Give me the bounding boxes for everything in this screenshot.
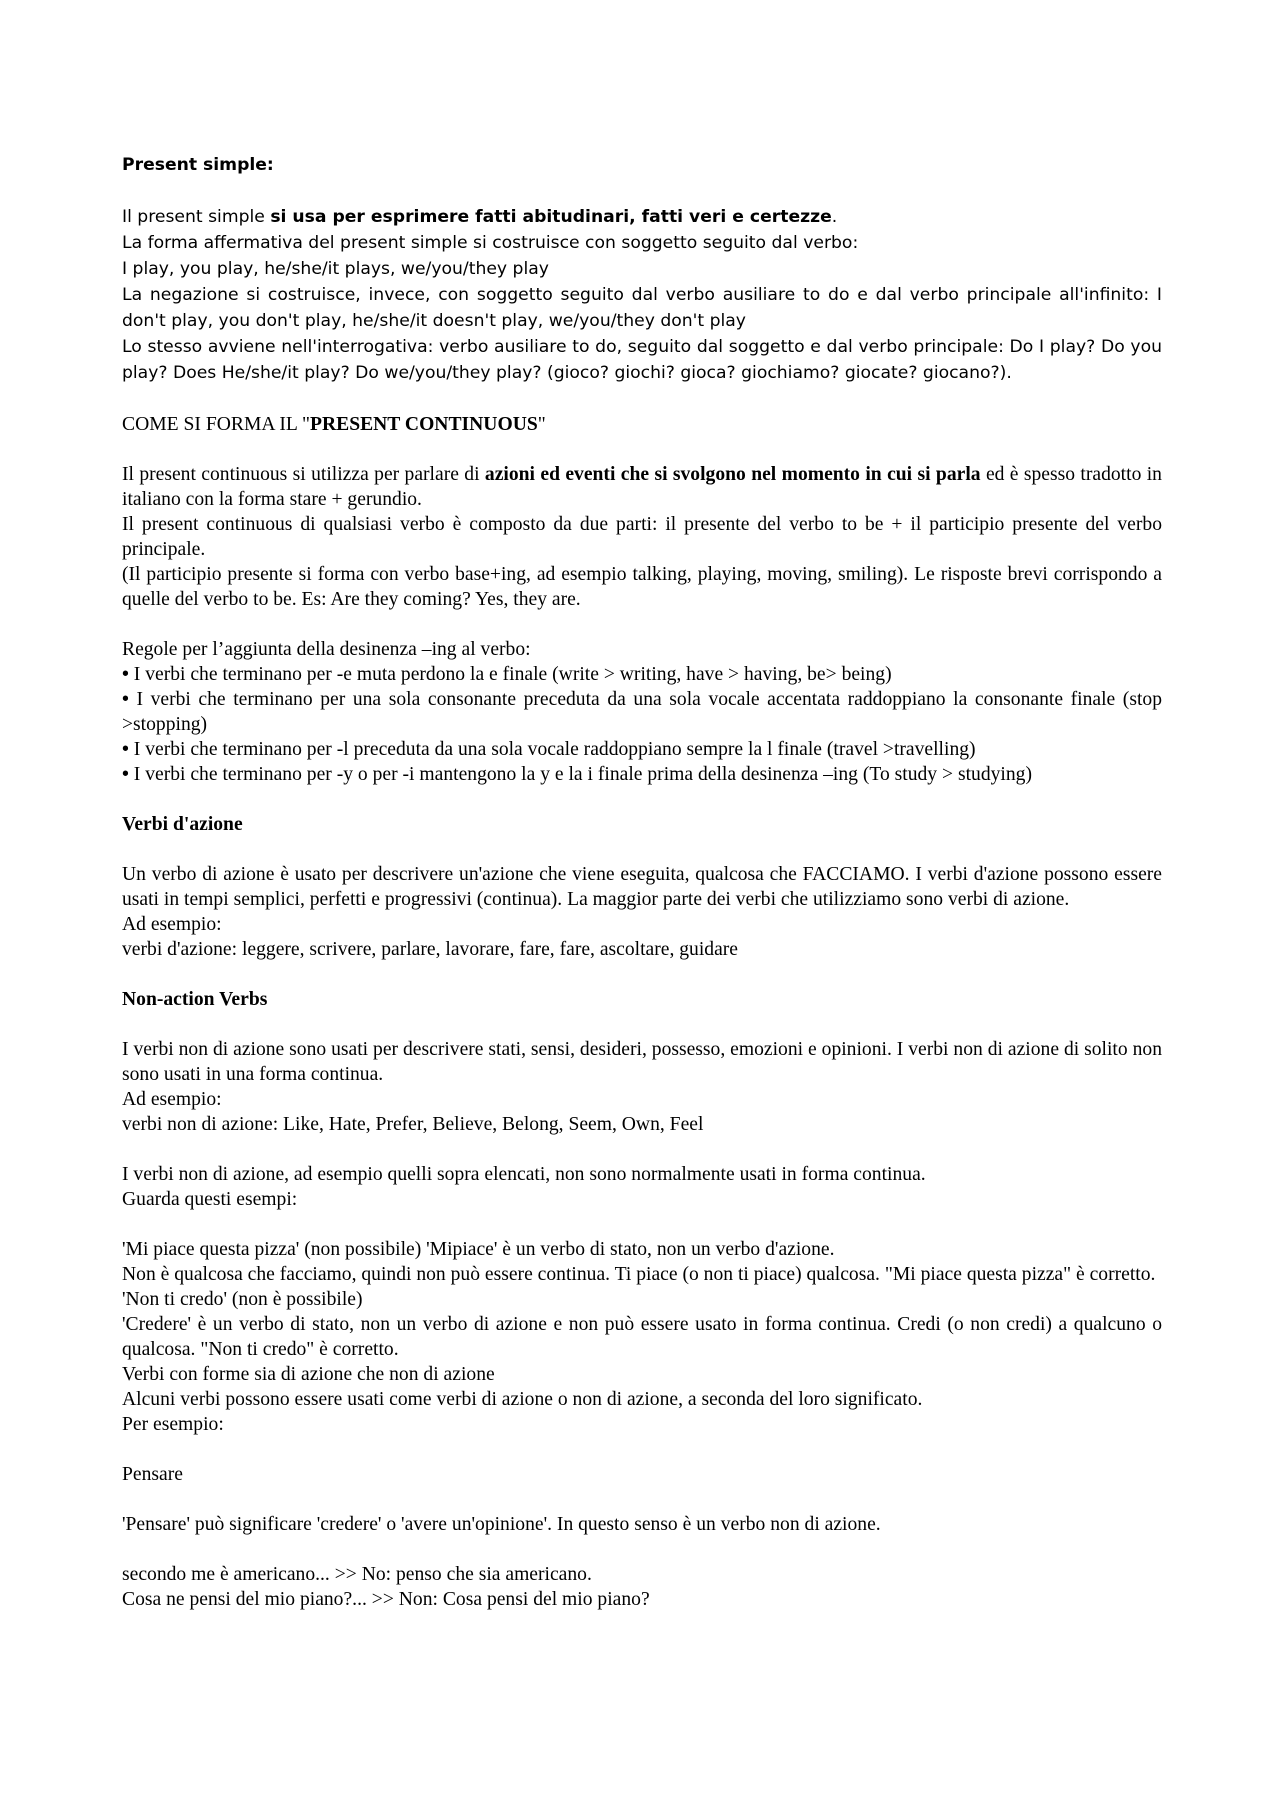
paragraph-non-action: I verbi non di azione sono usati per descrivere stati, sensi, desideri, possesso, emozioni e opinioni. I verbi non di azione di solito non sono usati in una forma continua.	[122, 1039, 1162, 1085]
section-title-present-simple: Present simple:	[122, 155, 274, 175]
present-simple-section	[122, 152, 1162, 386]
paragraph-credo-explanation: 'Credere' è un verbo di stato, non un verbo di azione e non può essere usato in forma continua. Credi (o non credi) a qualcuno o qualcosa. "Non ti credo" è corretto.	[122, 1314, 1162, 1360]
paragraph-for-example: Per esempio:	[122, 1414, 224, 1435]
paragraph-pensare-meaning: 'Pensare' può significare 'credere' o 'avere un'opinione'. In questo senso è un verbo non di azione.	[122, 1514, 881, 1535]
section-title-action-verbs: Verbi d'azione	[122, 814, 243, 835]
paragraph-negative: La negazione si costruisce, invece, con soggetto seguito dal verbo ausiliare to do e dal verbo principale all'infinito: I don't play, you don't play, he/she/it doesn't play, we/you/they don't play	[122, 285, 1162, 331]
paragraph-pizza-explanation: Non è qualcosa che facciamo, quindi non può essere continua. Ti piace (o non ti piace) qualcosa. "Mi piace questa pizza" è corretto.	[122, 1264, 1156, 1285]
paragraph-americano-example: secondo me è americano... >> No: penso che sia americano.	[122, 1564, 592, 1585]
paragraph-interrogative: Lo stesso avviene nell'interrogativa: verbo ausiliare to do, seguito dal soggetto e dal verbo principale: Do I play? Do you play? Does He/she/it play? Do we/you/they play? (gioco? giochi? gioca? giochiamo? giocate? giocano?).	[122, 337, 1162, 383]
paragraph-usage: Il present simple si usa per esprimere fatti abitudinari, fatti veri e certezze.	[122, 207, 838, 227]
paragraph-example: I play, you play, he/she/it plays, we/you/they play	[122, 259, 549, 279]
rule-item: • I verbi che terminano per -l preceduta da una sola vocale raddoppiano sempre la l finale (travel >travelling)	[122, 739, 976, 760]
paragraph-credo-example: 'Non ti credo' (non è possibile)	[122, 1289, 363, 1310]
paragraph-non-action-note: I verbi non di azione, ad esempio quelli sopra elencati, non sono normalmente usati in forma continua.	[122, 1164, 926, 1185]
paragraph-look-examples: Guarda questi esempi:	[122, 1189, 298, 1210]
bullet-icon: •	[122, 764, 129, 785]
paragraph-continuous-usage: Il present continuous si utilizza per parlare di azioni ed eventi che si svolgono nel momento in cui si parla ed è spesso tradotto in italiano con la forma stare + gerundio.	[122, 464, 1162, 510]
paragraph-continuous-parts: Il present continuous di qualsiasi verbo è composto da due parti: il presente del verbo to be + il participio presente del verbo principale.	[122, 514, 1162, 560]
document-page	[122, 152, 1162, 1612]
bullet-icon: •	[122, 664, 129, 685]
section-title-non-action-verbs: Non-action Verbs	[122, 989, 268, 1010]
paragraph-piano-example: Cosa ne pensi del mio piano?... >> Non: Cosa pensi del mio piano?	[122, 1589, 650, 1610]
bullet-icon: •	[122, 689, 129, 710]
paragraph-action-verbs: Un verbo di azione è usato per descrivere un'azione che viene eseguita, qualcosa che FACCIAMO. I verbi d'azione possono essere usati in tempi semplici, perfetti e progressivi (continua). La maggior parte dei verbi che utilizziamo sono verbi di azione.	[122, 864, 1162, 910]
paragraph-some-verbs: Alcuni verbi possono essere usati come verbi di azione o non di azione, a seconda del loro significato.	[122, 1389, 923, 1410]
paragraph-pizza-example: 'Mi piace questa pizza' (non possibile) 'Mipiace' è un verbo di stato, non un verbo d'azione.	[122, 1239, 835, 1260]
paragraph-example-label: Ad esempio:	[122, 914, 222, 935]
section-title-present-continuous: COME SI FORMA IL "PRESENT CONTINUOUS"	[122, 414, 546, 435]
paragraph-affirmative: La forma affermativa del present simple si costruisce con soggetto seguito dal verbo:	[122, 233, 859, 253]
present-continuous-section	[122, 412, 1162, 1612]
paragraph-both-forms: Verbi con forme sia di azione che non di azione	[122, 1364, 495, 1385]
rules-title: Regole per l’aggiunta della desinenza –ing al verbo:	[122, 639, 531, 660]
paragraph-action-examples: verbi d'azione: leggere, scrivere, parlare, lavorare, fare, fare, ascoltare, guidare	[122, 939, 739, 960]
paragraph-non-action-examples: verbi non di azione: Like, Hate, Prefer, Believe, Belong, Seem, Own, Feel	[122, 1114, 704, 1135]
bullet-icon: •	[122, 739, 129, 760]
rule-item: • I verbi che terminano per una sola consonante preceduta da una sola vocale accentata raddoppiano la consonante finale (stop >stopping)	[122, 689, 1162, 735]
rule-item: • I verbi che terminano per -e muta perdono la e finale (write > writing, have > having, be> being)	[122, 664, 892, 685]
paragraph-example-label: Ad esempio:	[122, 1089, 222, 1110]
paragraph-participle: (Il participio presente si forma con verbo base+ing, ad esempio talking, playing, moving, smiling). Le risposte brevi corrispondo a quelle del verbo to be. Es: Are they coming? Yes, they are.	[122, 564, 1162, 610]
rule-item: • I verbi che terminano per -y o per -i mantengono la y e la i finale prima della desinenza –ing (To study > studying)	[122, 764, 1032, 785]
paragraph-pensare: Pensare	[122, 1464, 183, 1485]
